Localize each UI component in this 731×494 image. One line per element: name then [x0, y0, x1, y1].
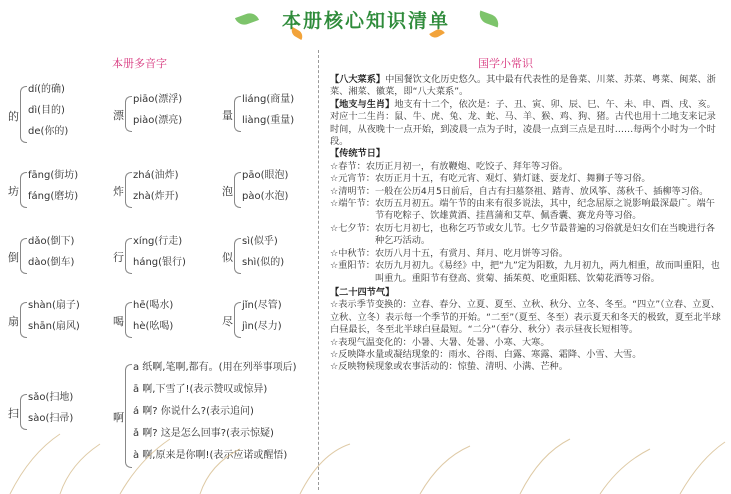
culture-content	[330, 74, 722, 374]
polyphone-char: 喝	[113, 315, 124, 328]
brace-mark	[125, 96, 132, 132]
polyphone-reading: jìn(尽力)	[242, 321, 282, 332]
polyphone-char: 泡	[222, 185, 233, 198]
page-title: 本册核心知识清单	[281, 10, 450, 32]
polyphone-reading: a 纸啊,笔啊,都有。(用在列举事项后)	[133, 362, 297, 373]
solar-term-item: ☆表示季节变换的：立春、春分、立夏、夏至、立秋、秋分、立冬、冬至。“四立”（立春、立夏、立秋、立冬）表示每一个季节的开始。“二至”（夏至、冬至）表示夏天和冬天的极致，夏至北半球白昼最长，冬至北半球白昼最短。“二分”（春分、秋分）表示昼夜长短相等。	[330, 299, 721, 336]
title-banner	[0, 0, 731, 40]
festival-item	[330, 223, 722, 248]
polyphone-heading: 本册多音字	[112, 57, 167, 70]
brace-mark	[20, 394, 27, 430]
polyphone-reading: liàng(重量)	[242, 115, 295, 126]
column-divider	[318, 50, 319, 490]
polyphone-reading: pào(水泡)	[242, 191, 289, 202]
polyphone-char: 坊	[8, 185, 19, 198]
solar-terms-list	[330, 299, 722, 373]
brace-mark	[125, 238, 132, 274]
festival-desc: 农历八月十五，有赏月、拜月、吃月饼等习俗。	[375, 247, 568, 259]
leaf-decoration	[235, 11, 259, 28]
brace-mark	[20, 86, 27, 143]
polyphone-char: 似	[222, 251, 233, 264]
polyphone-char: 尽	[222, 315, 233, 328]
polyphone-reading: hè(吆喝)	[133, 321, 174, 332]
polyphone-reading: zhá(油炸)	[133, 170, 179, 181]
brace-mark	[234, 96, 241, 132]
polyphone-char: 啊	[113, 411, 124, 424]
festival-item	[330, 161, 722, 173]
polyphone-reading: hē(喝水)	[133, 300, 174, 311]
polyphone-char: 扇	[8, 315, 19, 328]
polyphone-char: 倒	[8, 251, 19, 264]
polyphone-reading: piāo(漂浮)	[133, 94, 183, 105]
polyphone-reading: dì(目的)	[28, 105, 65, 116]
festival-list	[330, 161, 722, 285]
polyphone-char: 的	[8, 109, 19, 123]
festival-name: ☆中秋节：	[330, 247, 375, 259]
brace-mark	[125, 172, 132, 208]
polyphone-reading: xíng(行走)	[133, 236, 183, 247]
festival-name: ☆端午节：	[330, 198, 375, 210]
polyphone-char: 炸	[113, 185, 124, 198]
polyphone-reading: jǐn(尽管)	[242, 300, 282, 311]
festival-item	[330, 186, 722, 198]
grass-decoration	[0, 424, 731, 494]
solar-term-item: ☆反映物候现象或农事活动的：惊蛰、清明、小满、芒种。	[330, 361, 568, 373]
festival-desc: 农历正月初一，有放鞭炮、吃饺子、拜年等习俗。	[365, 160, 568, 172]
brace-mark	[234, 172, 241, 208]
festival-desc: 农历九月初九。《易经》中，把“九”定为阳数，九月初九，两九相重，故而叫重阳，也叫重九。重阳节有登高、赏菊、插茱萸、吃重阳糕、饮菊花酒等习俗。	[375, 260, 720, 284]
polyphone-reading: ā 啊,下雪了!(表示赞叹或惊异)	[133, 384, 268, 395]
leaf-decoration	[477, 11, 501, 28]
festival-heading: 【传统节日】	[330, 148, 386, 160]
polyphone-reading: pāo(眼泡)	[242, 170, 289, 181]
polyphone-reading: sì(似乎)	[242, 236, 278, 247]
festival-item	[330, 173, 722, 185]
brace-mark	[125, 364, 132, 468]
solar-term-item: ☆反映降水量或凝结现象的：雨水、谷雨、白露、寒露、霜降、小雪、大雪。	[330, 348, 642, 360]
polyphone-reading: liáng(商量)	[242, 94, 295, 105]
brace-mark	[234, 238, 241, 274]
polyphone-reading: dǎo(倒下)	[28, 236, 75, 247]
solar-term-item: ☆表现气温变化的：小暑、大暑、处暑、小寒、大寒。	[330, 336, 550, 348]
polyphone-char: 量	[222, 109, 233, 122]
polyphone-char: 漂	[113, 109, 124, 122]
polyphone-reading: shàn(扇子)	[28, 300, 80, 311]
polyphone-reading: de(你的)	[28, 126, 69, 137]
solar-terms-heading: 【二十四节气】	[330, 286, 395, 298]
polyphone-reading: shì(似的)	[242, 257, 285, 268]
polyphone-char: 行	[113, 251, 124, 264]
festival-name: ☆清明节：	[330, 185, 375, 197]
polyphone-reading: shān(扇风)	[28, 321, 80, 332]
polyphone-reading: ǎ 啊? 这是怎么回事?(表示惊疑)	[133, 428, 274, 439]
festival-name: ☆元宵节：	[330, 173, 375, 185]
festival-desc: 农历七月初七，也称乞巧节或女儿节。七夕节最普遍的习俗就是妇女们在当晚进行各种乞巧活动。	[375, 222, 715, 247]
polyphone-reading: dí(的确)	[28, 84, 65, 95]
polyphone-reading: fáng(磨坊)	[28, 191, 79, 202]
brace-mark	[20, 172, 27, 208]
festival-name: ☆春节：	[330, 160, 366, 172]
polyphone-reading: dào(倒车)	[28, 257, 75, 268]
cuisine-paragraph: 【八大菜系】中国餐饮文化历史悠久。其中最有代表性的是鲁菜、川菜、苏菜、粤菜、闽菜、浙菜、湘菜、徽菜，即“八大菜系”。	[330, 74, 716, 98]
brace-mark	[20, 302, 27, 338]
polyphone-reading: fāng(街坊)	[28, 170, 79, 181]
brace-mark	[125, 302, 132, 338]
brace-mark	[20, 238, 27, 274]
polyphone-reading: piào(漂亮)	[133, 115, 183, 126]
festival-item	[330, 260, 722, 285]
festival-desc: 农历正月十五，有吃元宵、观灯、猜灯谜、耍龙灯、舞狮子等习俗。	[375, 173, 651, 185]
polyphone-reading: à 啊,原来是你啊!(表示应诺或醒悟)	[133, 450, 288, 461]
earthly-paragraph: 【地支与生肖】地支有十二个，依次是：子、丑、寅、卯、辰、巳、午、未、申、酉、戌、亥。对应十二生肖：鼠、牛、虎、兔、龙、蛇、马、羊、猴、鸡、狗、猪。古代也用十二地支来记录时间，从夜晚十一点开始，到凌晨一点为子时，凌晨一点到三点是丑时……每两个小时为一个时段。	[330, 98, 716, 148]
polyphone-reading: zhà(炸开)	[133, 191, 179, 202]
polyphone-reading: háng(银行)	[133, 257, 186, 268]
brace-mark	[234, 302, 241, 338]
festival-name: ☆重阳节：	[330, 260, 375, 272]
polyphone-reading: sào(扫帚)	[28, 413, 74, 424]
festival-item	[330, 248, 722, 260]
polyphone-char: 扫	[8, 407, 19, 420]
polyphone-reading: á 啊? 你说什么?(表示追问)	[133, 406, 254, 417]
festival-name: ☆七夕节：	[330, 222, 375, 234]
polyphone-reading: sǎo(扫地)	[28, 392, 74, 403]
festival-desc: 一般在公历4月5日前后，自古有扫墓祭祖、踏青、放风筝、荡秋千、插柳等习俗。	[375, 185, 709, 197]
festival-item	[330, 198, 722, 223]
festival-desc: 农历五月初五。端午节的由来有很多说法，其中，纪念屈原之说影响最深最广。端午节有吃粽子、饮雄黄酒、挂菖蒲和艾草、佩香囊、赛龙舟等习俗。	[375, 198, 715, 222]
culture-heading: 国学小常识	[478, 57, 533, 70]
